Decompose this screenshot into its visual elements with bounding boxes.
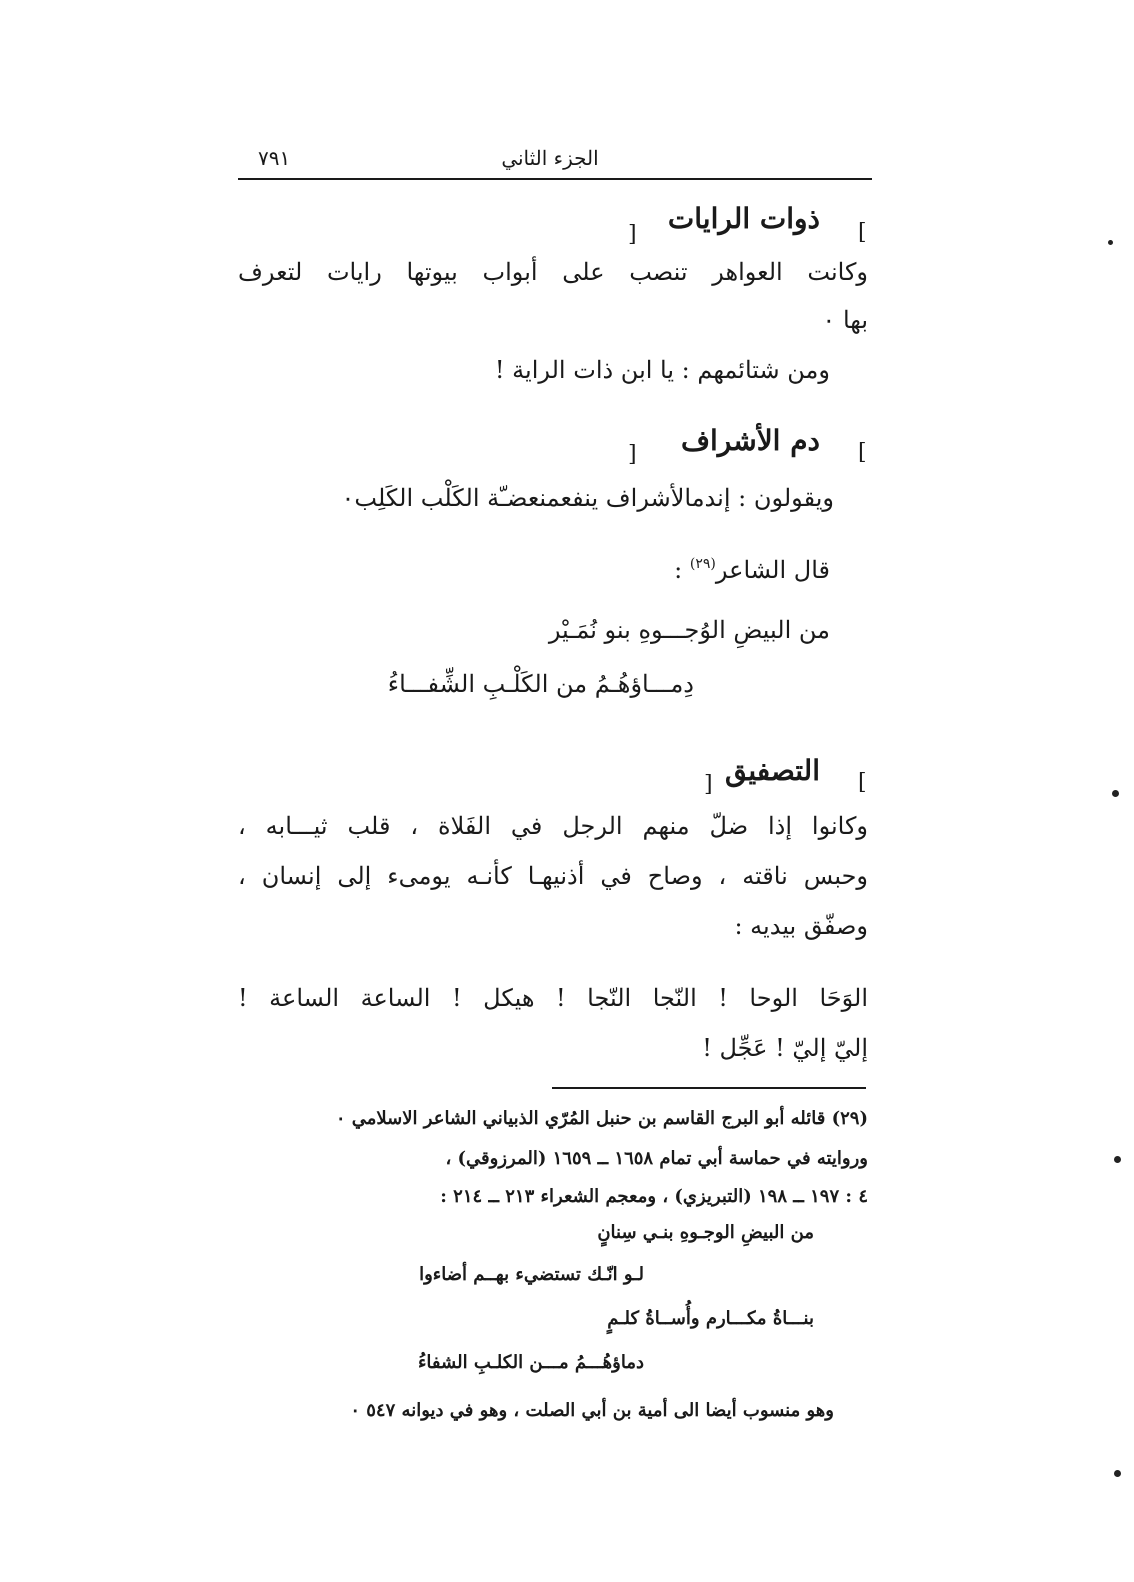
verse-line: دِمـــاؤهُـمُ من الكَلْـبِ الشِّفـــاءُ xyxy=(387,670,694,698)
page-number: ٧٩١ xyxy=(258,146,291,170)
footnote-line: ٤ : ١٩٧ ــ ١٩٨ (التبريزي) ، ومعجم الشعراء ٢١٣ ــ ٢١٤ : xyxy=(440,1186,868,1207)
section-bracket-open: [ xyxy=(858,220,867,245)
body-line: وكانوا إذا ضلّ منهم الرجل في الفَلاة ، قلب ثيـــابه ، xyxy=(238,812,868,840)
verse-line: من البيضِ الوُجـــوهِ بنو نُمَـيْر xyxy=(548,616,830,644)
colon: : xyxy=(674,556,683,584)
section-title: ذوات الرايات xyxy=(667,202,820,235)
scan-speck xyxy=(1108,240,1113,245)
footnote-line: (٢٩) قائله أبو البرج القاسم بن حنبل المُرّي الذبياني الشاعر الاسلامي ٠ xyxy=(335,1108,868,1129)
body-line: وحبس ناقته ، وصاح في أذنيهـا كأنـه يومىء إلى إنسان ، xyxy=(238,862,868,890)
section-bracket-open: [ xyxy=(858,440,867,465)
poet-label: قال الشاعر xyxy=(715,556,830,584)
body-line: وصفّق بيديه : xyxy=(734,912,868,940)
footnote-line: وهو منسوب أيضا الى أمية بن أبي الصلت ، وهو في ديوانه ٥٤٧ ٠ xyxy=(350,1400,834,1421)
scan-speck xyxy=(1114,1156,1121,1163)
body-line: ويقولون : إندمالأشراف ينفعمنعضـّة الكَلْب الكَلِب٠ xyxy=(341,484,834,512)
section-bracket-close: ] xyxy=(628,222,637,247)
section-bracket-open: [ xyxy=(858,770,867,795)
section-title: التصفيق xyxy=(724,754,820,787)
footnote-verse: دماؤهُـــمُ مـــن الكلـبِ الشفاءُ xyxy=(417,1352,644,1373)
scan-speck xyxy=(1114,1470,1121,1477)
running-header-title: الجزء الثاني xyxy=(501,146,599,170)
footnote-verse: بنـــاةُ مكـــارم وأُســاةُ كلـمٍ xyxy=(607,1308,814,1329)
call-line: الوَحَا الوحا ! النّجا النّجا ! هيكل ! الساعة الساعة ! xyxy=(238,984,868,1012)
footnote-verse: لـو انّـك تستضيء بهــم أضاءوا xyxy=(419,1264,644,1285)
call-line: إليّ إليّ ! عَجِّل ! xyxy=(702,1034,868,1062)
footnote-verse: من البيضِ الوجـوهِ بنـي سِنانٍ xyxy=(597,1222,814,1243)
footnote-ref: (٢٩) xyxy=(689,556,716,572)
section-bracket-close: ] xyxy=(628,442,637,467)
body-line xyxy=(674,556,830,584)
header-rule xyxy=(238,178,872,180)
footnote-rule xyxy=(552,1087,866,1089)
section-bracket-close: ] xyxy=(704,772,713,797)
footnote-line: وروايته في حماسة أبي تمام ١٦٥٨ ــ ١٦٥٩ (المرزوقي) ، xyxy=(445,1148,868,1169)
scan-speck xyxy=(1112,790,1119,797)
section-title: دم الأشراف xyxy=(680,424,820,457)
body-line: وكانت العواهر تنصب على أبواب بيوتها رايات لتعرف xyxy=(238,258,868,286)
body-line: ومن شتائمهم : يا ابن ذات الراية ! xyxy=(494,356,830,384)
body-line: بها ٠ xyxy=(822,306,868,334)
